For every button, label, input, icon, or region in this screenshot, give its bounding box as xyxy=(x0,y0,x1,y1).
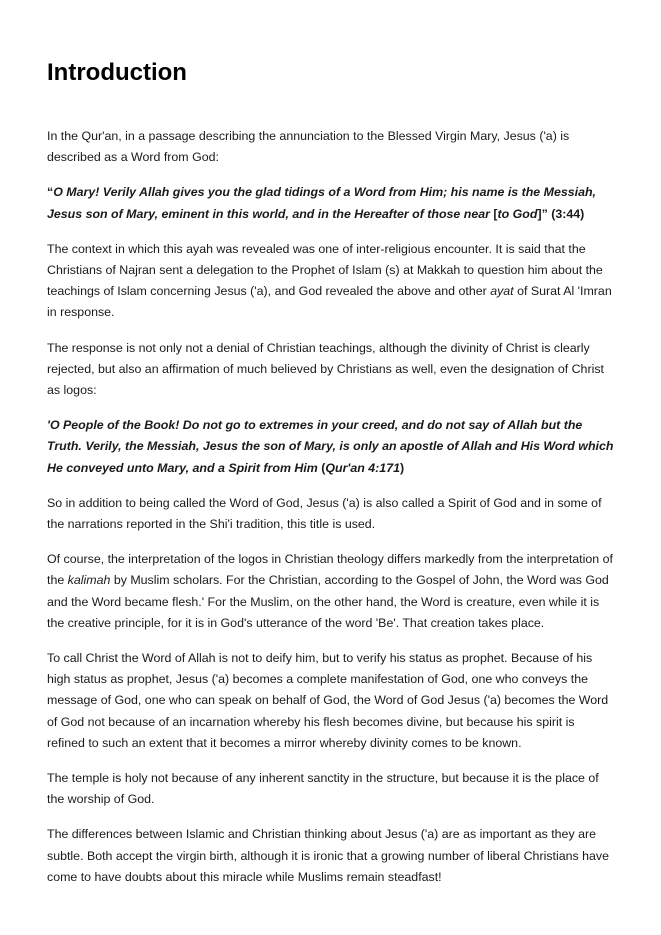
paragraph-intro: In the Qur'an, in a passage describing the annunciation to the Blessed Virgin Mary, Jesus ('a) is described as a Word from God: xyxy=(47,129,570,165)
quote-reference: Qur'an 4:171 xyxy=(325,460,400,475)
quote-text: 'O People of the Book! Do not go to extremes in your creed, and do not say of Allah but the Truth. Verily, the Messiah, Jesus the son of Mary, is only an apostle of Allah and His Word which He conveyed unto Mary, and a Spirit from Him xyxy=(47,418,614,475)
quote-bracket-close: ]” xyxy=(537,206,548,221)
paragraph-logos xyxy=(47,549,615,634)
paragraph-differences: The differences between Islamic and Christian thinking about Jesus ('a) are as important as they are subtle. Both accept the virgin birth, although it is ironic that a growing number of liberal Christians have come to have doubts about this miracle while Muslims remain steadfast! xyxy=(47,827,610,884)
context-text-a: The context in which this ayah was revealed was one of inter-religious encounter. It is said that the Christians of Najran sent a delegation to the Prophet of Islam (s) at Makkah to question him about the teachings of Islam concerning Jesus ('a), and God revealed the above and other xyxy=(47,241,603,299)
context-text-b: of Surat Al 'Imran in response. xyxy=(47,284,612,320)
paragraph-context xyxy=(47,239,615,324)
quote-paren-close: ) xyxy=(399,460,405,475)
quote-people-of-book xyxy=(47,415,615,479)
quote-open-mark: “ xyxy=(47,185,54,200)
quote-paren-open: ( xyxy=(321,460,326,475)
quote-text: O Mary! Verily Allah gives you the glad tidings of a Word from Him; his name is the Messiah, Jesus son of Mary, eminent in this world, and in the Hereafter of those near xyxy=(47,185,596,221)
paragraph-temple: The temple is holy not because of any inherent sanctity in the structure, but because it is the place of the worship of God. xyxy=(47,771,599,807)
logos-text-a: Of course, the interpretation of the logos in Christian theology differs markedly from the interpretation of the xyxy=(47,552,613,588)
paragraph-word-of-allah: To call Christ the Word of Allah is not to deify him, but to verify his status as prophet. Because of his high status as prophet, Jesus ('a) becomes a complete manifestation of God, one who conveys the message of God, one who can speak on behalf of God, the Word of God Jesus ('a) becomes the Word of God not because of an incarnation whereby his flesh becomes divine, but because his spirit is refined to such an extent that it becomes a mirror whereby divinity comes to be known. xyxy=(47,651,609,750)
quote-mary xyxy=(47,182,615,224)
logos-term-kalimah: kalimah xyxy=(67,573,111,588)
paragraph-spirit: So in addition to being called the Word of God, Jesus ('a) is also called a Spirit of God and in some of the narrations reported in the Shi'i tradition, this title is used. xyxy=(47,495,602,532)
paragraph-response: The response is not only not a denial of Christian teachings, although the divinity of Christ is clearly rejected, but also an affirmation of much believed by Christians as well, even the designation of Christ as logos: xyxy=(47,340,604,398)
quote-reference: (3:44) xyxy=(547,206,585,221)
logos-text-b: by Muslim scholars. For the Christian, according to the Gospel of John, the Word was God and the Word became flesh.' For the Muslim, on the other hand, the Word is creature, even while it is the creative principle, for it is in God's utterance of the word 'Be'. That creation takes place. xyxy=(47,573,609,630)
page-title: Introduction xyxy=(47,59,187,86)
quote-bracket-open: [ xyxy=(493,206,498,221)
context-term-ayat: ayat xyxy=(490,284,514,299)
quote-bracket-text: to God xyxy=(497,206,538,221)
